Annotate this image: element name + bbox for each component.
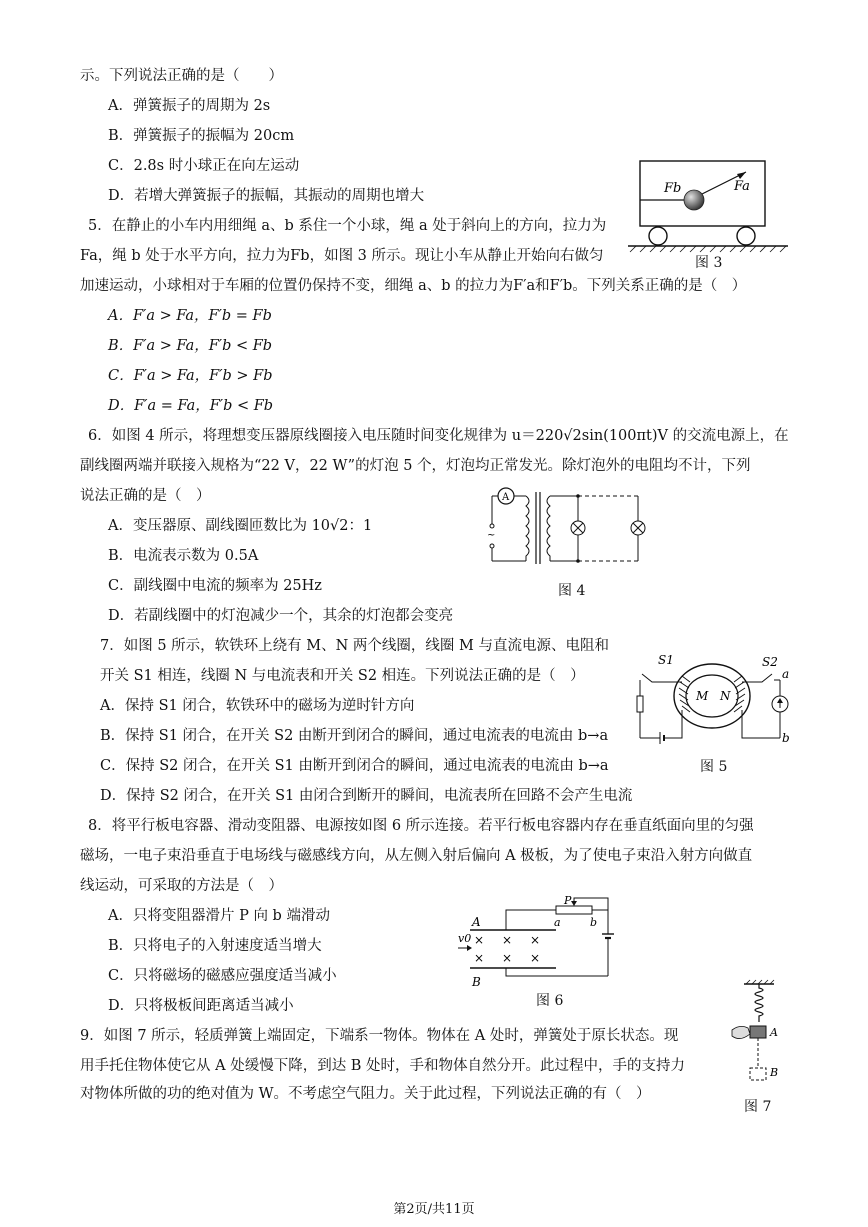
fig3-fa-label: Fa <box>734 179 750 194</box>
q7-option-b: B．保持 S1 闭合，在开关 S2 由断开到闭合的瞬间，通过电流表的电流由 b→a <box>100 728 609 744</box>
q4-option-a: A．弹簧振子的周期为 2s <box>108 98 271 114</box>
q5-line-2: Fa，绳 b 处于水平方向，拉力为Fb，如图 3 所示。现让小车从静止开始向右做匀 <box>80 248 604 264</box>
figure-4-caption: 图 4 <box>558 583 586 599</box>
q4-option-c: C．2.8s 时小球正在向左运动 <box>108 158 300 174</box>
q9-line-1: 9．如图 7 所示，轻质弹簧上端固定，下端系一物体。物体在 A 处时，弹簧处于原长状态。现 <box>80 1028 679 1044</box>
fig6-a-label: a <box>554 916 561 929</box>
q6-line-1: 6．如图 4 所示，将理想变压器原线圈接入电压随时间变化规律为 u＝220√2sin(100πt)V 的交流电源上，在 <box>88 428 789 444</box>
q7-option-d: D．保持 S2 闭合，在开关 S1 由闭合到断开的瞬间，电流表所在回路不会产生电流 <box>100 788 633 804</box>
page-number: 第2页/共11页 <box>393 1202 475 1217</box>
fig6-p-label: P <box>564 894 572 907</box>
q6-option-d: D．若副线圈中的灯泡减少一个，其余的灯泡都会变亮 <box>108 608 454 624</box>
q7-option-c: C．保持 S2 闭合，在开关 S1 由断开到闭合的瞬间，通过电流表的电流由 b→a <box>100 758 609 774</box>
q8-option-a: A．只将变阻器滑片 P 向 b 端滑动 <box>108 908 330 924</box>
fig5-m-label: M <box>696 689 709 703</box>
fig6-cross: × <box>502 951 513 965</box>
q7-line-1: 7．如图 5 所示，软铁环上绕有 M、N 两个线圈，线圈 M 与直流电源、电阻和 <box>100 638 609 654</box>
fig5-s2-label: S2 <box>762 655 778 669</box>
fig6-v0-label: v0 <box>458 932 472 945</box>
fig4-ammeter-label: A <box>502 492 510 503</box>
fig5-a-label: a <box>782 667 790 681</box>
fig5-n-label: N <box>720 689 731 703</box>
figure-7-caption: 图 7 <box>744 1099 772 1115</box>
fig6-cross: × <box>530 933 541 947</box>
q5-option-c: C．F′a > Fa，F′b > Fb <box>108 368 273 384</box>
q6-line-2: 副线圈两端并联接入规格为“22 V，22 W”的灯泡 5 个，灯泡均正常发光。除灯泡外的电阻均不计，下列 <box>80 458 751 474</box>
q6-option-c: C．副线圈中电流的频率为 25Hz <box>108 578 322 594</box>
q5-option-a: A．F′a > Fa，F′b = Fb <box>108 308 272 324</box>
q8-option-c: C．只将磁场的磁感应强度适当减小 <box>108 968 337 984</box>
fig4-source-label: ~ <box>487 530 496 541</box>
fig7-b-label: B <box>770 1066 779 1079</box>
fig3-fb-label: Fb <box>664 181 682 196</box>
q4-option-b: B．弹簧振子的振幅为 20cm <box>108 128 295 144</box>
figure-5-iron-ring <box>632 652 797 748</box>
fig7-a-label: A <box>770 1026 778 1039</box>
q7-line-2: 开关 S1 相连，线圈 N 与电流表和开关 S2 相连。下列说法正确的是（ ） <box>100 668 585 684</box>
q5-option-d: D．F′a = Fa，F′b < Fb <box>108 398 274 414</box>
q8-line-2: 磁场，一电子束沿垂直于电场线与磁感线方向，从左侧入射后偏向 A 极板，为了使电子束沿入射方向做直 <box>80 848 753 864</box>
q4-option-d: D．若增大弹簧振子的振幅，其振动的周期也增大 <box>108 188 425 204</box>
fig6-cross: × <box>530 951 541 965</box>
q5-line-3: 加速运动，小球相对于车厢的位置仍保持不变，细绳 a、b 的拉力为F′a和F′b。下列关系正确的是（ ） <box>80 278 747 294</box>
fig6-cross: × <box>502 933 513 947</box>
fig5-s1-label: S1 <box>658 653 674 667</box>
q6-line-3: 说法正确的是（ ） <box>80 488 211 504</box>
figure-4-transformer <box>486 486 646 568</box>
q5-line-1: 5．在静止的小车内用细绳 a、b 系住一个小球，绳 a 处于斜向上的方向，拉力为 <box>88 218 607 234</box>
figure-7-spring <box>730 980 790 1090</box>
figure-6-caption: 图 6 <box>536 993 564 1009</box>
q6-option-b: B．电流表示数为 0.5A <box>108 548 259 564</box>
fig6-b-plate-label: B <box>472 975 481 989</box>
q8-line-1: 8．将平行板电容器、滑动变阻器、电源按如图 6 所示连接。若平行板电容器内存在垂直纸面向里的匀强 <box>88 818 754 834</box>
figure-6-capacitor-circuit <box>456 892 631 992</box>
q5-option-b: B．F′a > Fa，F′b < Fb <box>108 338 273 354</box>
figure-3-caption: 图 3 <box>695 255 723 271</box>
q7-option-a: A．保持 S1 闭合，软铁环中的磁场为逆时针方向 <box>100 698 415 714</box>
q9-line-3: 对物体所做的功的绝对值为 W。不考虑空气阻力。关于此过程，下列说法正确的有（ ） <box>80 1086 651 1102</box>
q8-option-b: B．只将电子的入射速度适当增大 <box>108 938 322 954</box>
q8-option-d: D．只将极板间距离适当减小 <box>108 998 294 1014</box>
figure-5-caption: 图 5 <box>700 759 728 775</box>
q9-line-2: 用手托住物体使它从 A 处缓慢下降，到达 B 处时，手和物体自然分开。此过程中，手的支持力 <box>80 1058 686 1074</box>
q4-stem-tail: 示。下列说法正确的是（ ） <box>80 68 283 84</box>
fig6-cross: × <box>474 933 485 947</box>
fig6-b-label: b <box>590 916 598 929</box>
fig6-cross: × <box>474 951 485 965</box>
q6-option-a: A．变压器原、副线圈匝数比为 10√2：1 <box>108 518 373 534</box>
fig6-a-plate-label: A <box>472 915 481 929</box>
q8-line-3: 线运动，可采取的方法是（ ） <box>80 878 283 894</box>
fig5-b-label: b <box>782 731 790 745</box>
